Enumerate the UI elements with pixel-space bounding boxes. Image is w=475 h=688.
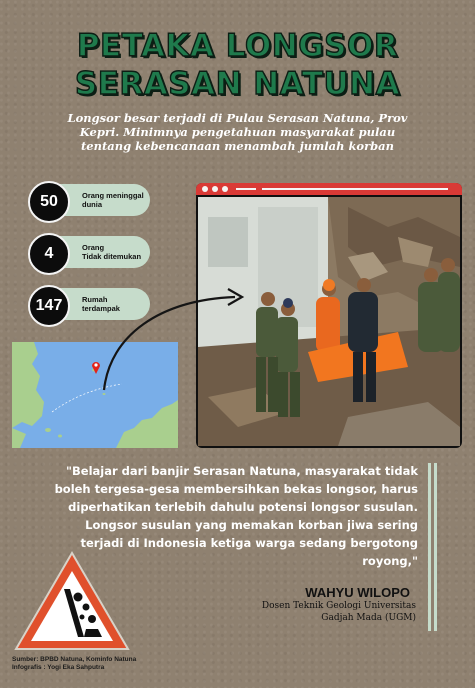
credit-line: Infografis : Yogi Eka Sahputra xyxy=(12,664,105,671)
quote-bar xyxy=(434,463,437,631)
subtitle: Longsor besar terjadi di Pulau Serasan Natuna, Prov Kepri. Minimnya pengetahuan masyarakat pulau tentang kebencanaan menambah jumlah korban xyxy=(67,111,408,153)
browser-bar xyxy=(196,183,462,195)
url-line xyxy=(236,188,256,190)
stat-label-line1: Rumah xyxy=(82,295,108,304)
source-credit xyxy=(12,656,212,672)
window-dot-icon xyxy=(202,186,208,192)
quote-bar xyxy=(428,463,431,631)
title-line-1: PETAKA LONGSOR xyxy=(76,28,399,64)
stat-label-line1: Orang meninggal xyxy=(82,191,144,200)
title-line-2: SERASAN NATUNA xyxy=(74,66,401,102)
stat-deaths xyxy=(30,184,150,216)
stat-value: 50 xyxy=(28,181,70,223)
quote-text: "Belajar dari banjir Serasan Natuna, masyarakat tidak boleh tergesa-gesa membersihkan bekas longsor, harus diperhatikan terlebih dahulu potensi longsor susulan. Longsor susulan yang memakan korban jiwa sering terjadi di Indonesia ketiga warga sedang bergotong royong," xyxy=(54,464,418,568)
source-line: Sumber: BPBD Natuna, Kominfo Natuna xyxy=(12,656,137,663)
stat-value: 147 xyxy=(28,285,70,327)
stat-label-line2: Tidak ditemukan xyxy=(82,251,142,261)
stat-label xyxy=(82,192,148,209)
stat-label-line1: Orang xyxy=(82,243,105,252)
url-line xyxy=(262,188,448,190)
author-name: WAHYU WILOPO xyxy=(305,585,410,600)
stat-label-line2: dunia xyxy=(82,199,102,209)
stat-missing xyxy=(30,236,150,268)
stat-value: 4 xyxy=(28,233,70,275)
connector-arrow-icon xyxy=(100,285,250,395)
affiliation-line1: Dosen Teknik Geologi Universitas xyxy=(261,601,416,611)
window-dot-icon xyxy=(222,186,228,192)
affiliation-line2: Gadjah Mada (UGM) xyxy=(321,613,416,623)
stat-label xyxy=(82,244,148,261)
stat-label-line2: terdampak xyxy=(82,303,120,313)
rockfall-warning-icon xyxy=(12,549,132,653)
window-dot-icon xyxy=(212,186,218,192)
author-affiliation xyxy=(200,600,416,624)
